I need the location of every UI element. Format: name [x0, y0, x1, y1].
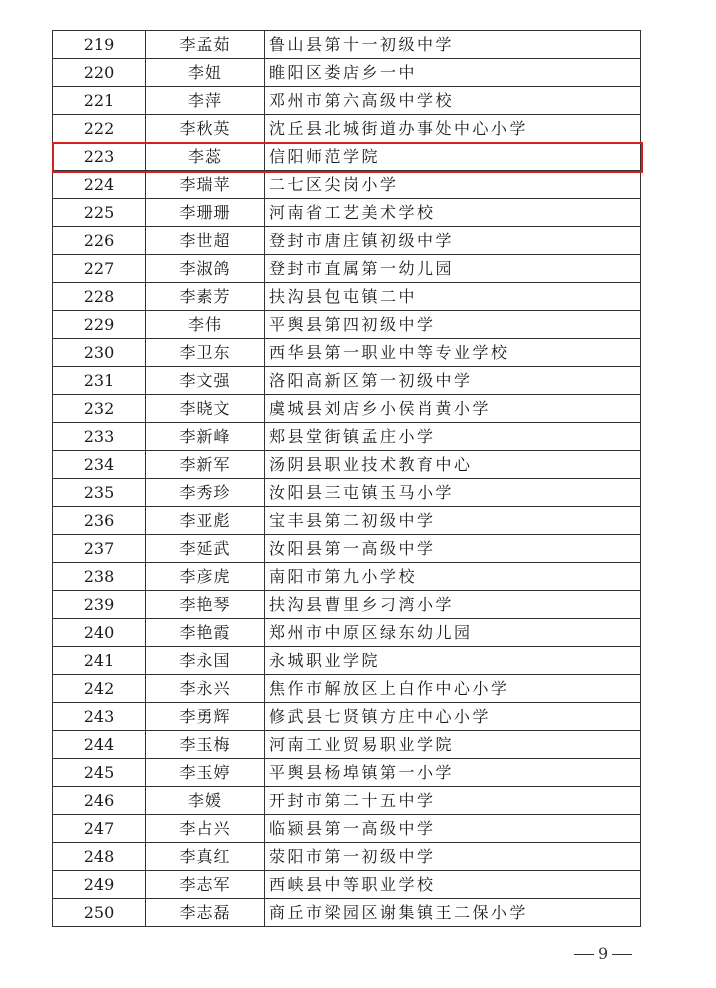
person-name: 李志军 [146, 871, 265, 899]
row-number: 249 [53, 871, 146, 899]
row-number: 230 [53, 339, 146, 367]
table-row [53, 31, 641, 59]
person-name: 李亚彪 [146, 507, 265, 535]
organization-name: 汝阳县第一高级中学 [265, 535, 641, 563]
table-row [53, 647, 641, 675]
person-name: 李新军 [146, 451, 265, 479]
row-number: 250 [53, 899, 146, 927]
row-number: 236 [53, 507, 146, 535]
person-name: 李瑞苹 [146, 171, 265, 199]
organization-name: 荥阳市第一初级中学 [265, 843, 641, 871]
row-number: 244 [53, 731, 146, 759]
row-number: 231 [53, 367, 146, 395]
person-name: 李艳霞 [146, 619, 265, 647]
person-name: 李珊珊 [146, 199, 265, 227]
row-number: 241 [53, 647, 146, 675]
table-row [53, 619, 641, 647]
table-row [53, 115, 641, 143]
row-number: 242 [53, 675, 146, 703]
organization-name: 二七区尖岗小学 [265, 171, 641, 199]
table-row [53, 171, 641, 199]
row-number: 227 [53, 255, 146, 283]
row-number: 239 [53, 591, 146, 619]
table-row [53, 675, 641, 703]
row-number: 229 [53, 311, 146, 339]
table-row [53, 899, 641, 927]
person-name: 李媛 [146, 787, 265, 815]
row-number: 222 [53, 115, 146, 143]
table-row [53, 339, 641, 367]
organization-name: 临颍县第一高级中学 [265, 815, 641, 843]
person-name: 李彦虎 [146, 563, 265, 591]
organization-name: 郑州市中原区绿东幼儿园 [265, 619, 641, 647]
row-number: 235 [53, 479, 146, 507]
table-row [53, 591, 641, 619]
table-row [53, 227, 641, 255]
organization-name: 登封市直属第一幼儿园 [265, 255, 641, 283]
table-row [53, 731, 641, 759]
person-name: 李蕊 [146, 143, 265, 171]
person-name: 李勇辉 [146, 703, 265, 731]
table-row [53, 787, 641, 815]
organization-name: 沈丘县北城街道办事处中心小学 [265, 115, 641, 143]
table-row [53, 451, 641, 479]
person-name: 李文强 [146, 367, 265, 395]
table-row [53, 871, 641, 899]
table-row [53, 199, 641, 227]
row-number: 247 [53, 815, 146, 843]
person-name: 李新峰 [146, 423, 265, 451]
row-number: 237 [53, 535, 146, 563]
footer-dash-left [574, 954, 594, 955]
row-number: 219 [53, 31, 146, 59]
organization-name: 汤阴县职业技术教育中心 [265, 451, 641, 479]
person-name: 李秀珍 [146, 479, 265, 507]
table-row [53, 87, 641, 115]
row-number: 221 [53, 87, 146, 115]
table-row [53, 759, 641, 787]
table-row [53, 367, 641, 395]
table-row [53, 143, 641, 171]
person-name: 李素芳 [146, 283, 265, 311]
table-row [53, 815, 641, 843]
person-name: 李玉婷 [146, 759, 265, 787]
organization-name: 平舆县第四初级中学 [265, 311, 641, 339]
organization-name: 南阳市第九小学校 [265, 563, 641, 591]
roster-body [53, 31, 641, 927]
organization-name: 永城职业学院 [265, 647, 641, 675]
organization-name: 汝阳县三屯镇玉马小学 [265, 479, 641, 507]
row-number: 243 [53, 703, 146, 731]
row-number: 248 [53, 843, 146, 871]
organization-name: 焦作市解放区上白作中心小学 [265, 675, 641, 703]
organization-name: 郏县堂街镇孟庄小学 [265, 423, 641, 451]
organization-name: 虞城县刘店乡小侯肖黄小学 [265, 395, 641, 423]
table-row [53, 563, 641, 591]
row-number: 225 [53, 199, 146, 227]
row-number: 240 [53, 619, 146, 647]
table-row [53, 479, 641, 507]
row-number: 224 [53, 171, 146, 199]
table-row [53, 59, 641, 87]
organization-name: 开封市第二十五中学 [265, 787, 641, 815]
row-number: 245 [53, 759, 146, 787]
person-name: 李艳琴 [146, 591, 265, 619]
person-name: 李卫东 [146, 339, 265, 367]
organization-name: 平舆县杨埠镇第一小学 [265, 759, 641, 787]
table-row [53, 395, 641, 423]
organization-name: 宝丰县第二初级中学 [265, 507, 641, 535]
row-number: 226 [53, 227, 146, 255]
organization-name: 邓州市第六高级中学校 [265, 87, 641, 115]
person-name: 李真红 [146, 843, 265, 871]
roster-table [52, 30, 641, 927]
person-name: 李延武 [146, 535, 265, 563]
person-name: 李玉梅 [146, 731, 265, 759]
organization-name: 西华县第一职业中等专业学校 [265, 339, 641, 367]
row-number: 238 [53, 563, 146, 591]
person-name: 李占兴 [146, 815, 265, 843]
organization-name: 登封市唐庄镇初级中学 [265, 227, 641, 255]
table-row [53, 311, 641, 339]
table-row [53, 535, 641, 563]
organization-name: 睢阳区娄店乡一中 [265, 59, 641, 87]
organization-name: 西峡县中等职业学校 [265, 871, 641, 899]
organization-name: 扶沟县曹里乡刁湾小学 [265, 591, 641, 619]
table-row [53, 703, 641, 731]
person-name: 李淑鸽 [146, 255, 265, 283]
person-name: 李晓文 [146, 395, 265, 423]
row-number: 246 [53, 787, 146, 815]
organization-name: 河南省工艺美术学校 [265, 199, 641, 227]
person-name: 李永兴 [146, 675, 265, 703]
row-number: 228 [53, 283, 146, 311]
organization-name: 商丘市梁园区谢集镇王二保小学 [265, 899, 641, 927]
table-row [53, 423, 641, 451]
person-name: 李伟 [146, 311, 265, 339]
organization-name: 信阳师范学院 [265, 143, 641, 171]
footer-dash-right [612, 954, 632, 955]
person-name: 李世超 [146, 227, 265, 255]
person-name: 李志磊 [146, 899, 265, 927]
organization-name: 鲁山县第十一初级中学 [265, 31, 641, 59]
organization-name: 洛阳高新区第一初级中学 [265, 367, 641, 395]
row-number: 234 [53, 451, 146, 479]
person-name: 李妞 [146, 59, 265, 87]
organization-name: 修武县七贤镇方庄中心小学 [265, 703, 641, 731]
row-number: 220 [53, 59, 146, 87]
row-number: 232 [53, 395, 146, 423]
person-name: 李秋英 [146, 115, 265, 143]
table-row [53, 507, 641, 535]
row-number: 223 [53, 143, 146, 171]
row-number: 233 [53, 423, 146, 451]
page-footer [574, 944, 654, 968]
page-number: 9 [598, 944, 609, 963]
person-name: 李孟茹 [146, 31, 265, 59]
table-row [53, 283, 641, 311]
table-row [53, 843, 641, 871]
organization-name: 扶沟县包屯镇二中 [265, 283, 641, 311]
person-name: 李萍 [146, 87, 265, 115]
organization-name: 河南工业贸易职业学院 [265, 731, 641, 759]
table-row [53, 255, 641, 283]
person-name: 李永国 [146, 647, 265, 675]
